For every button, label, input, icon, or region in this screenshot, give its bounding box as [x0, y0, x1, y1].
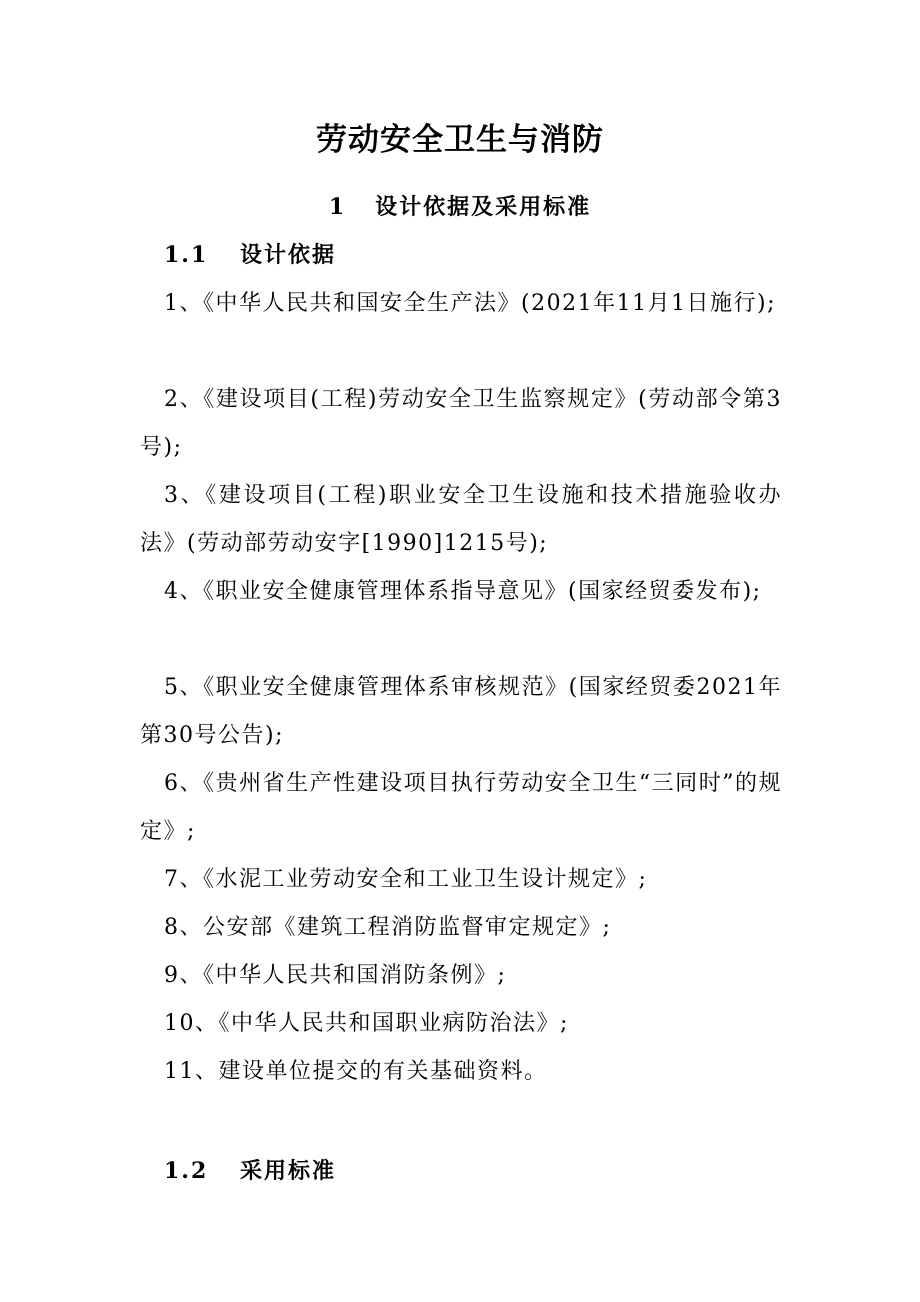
section-heading: [0, 190, 920, 224]
subsection-title: 采用标准: [240, 1158, 337, 1184]
list-item: 1、《中华人民共和国安全生产法》(2021年11月1日施行);: [164, 291, 777, 316]
section-number: 1: [328, 194, 347, 220]
section-title: 设计依据及采用标准: [375, 194, 592, 220]
list-item: 9、《中华人民共和国消防条例》;: [164, 963, 507, 988]
list-item: 5、《职业安全健康管理体系审核规范》(国家经贸委2021年第30号公告);: [140, 675, 782, 748]
document-title: 劳动安全卫生与消防: [316, 122, 604, 158]
subsection-heading-basis: [164, 238, 336, 272]
subsection-number: 1.2: [164, 1158, 209, 1184]
list-item: 7、《水泥工业劳动安全和工业卫生设计规定》;: [164, 867, 648, 892]
subsection-number: 1.1: [164, 242, 209, 268]
list-item: 6、《贵州省生产性建设项目执行劳动安全卫生“三同时”的规定》;: [140, 771, 782, 844]
list-item: 11、建设单位提交的有关基础资料。: [164, 1059, 548, 1084]
list-item: 4、《职业安全健康管理体系指导意见》(国家经贸委发布);: [164, 579, 762, 604]
list-item: 3、《建设项目(工程)职业安全卫生设施和技术措施验收办法》(劳动部劳动安字[1990]1215号);: [140, 483, 782, 556]
subsection-heading-standards: [164, 1154, 336, 1188]
subsection-title: 设计依据: [240, 242, 337, 268]
list-item: 10、《中华人民共和国职业病防治法》;: [164, 1011, 569, 1036]
list-item: 8、公安部《建筑工程消防监督审定规定》;: [164, 915, 612, 940]
list-item: 2、《建设项目(工程)劳动安全卫生监察规定》(劳动部令第3号);: [140, 387, 782, 460]
